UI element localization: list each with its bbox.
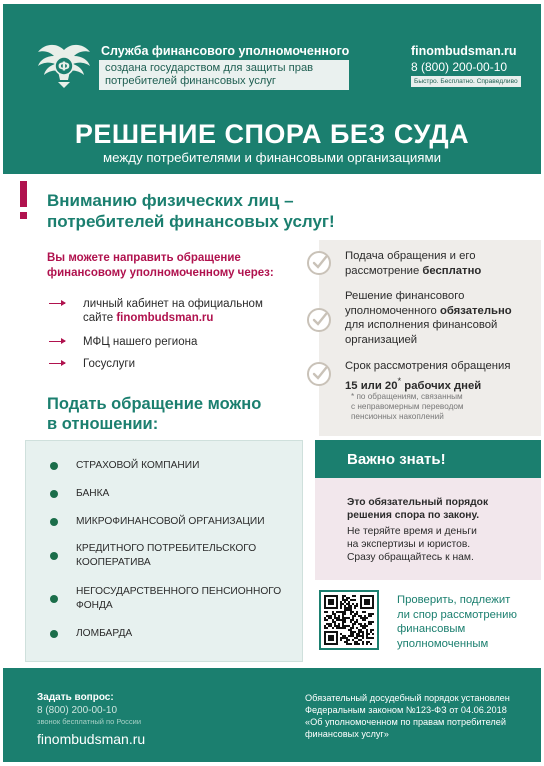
list-item-line: МИКРОФИНАНСОВОЙ ОРГАНИЗАЦИИ [76,516,265,527]
footer-phone-note: звонок бесплатный по России [37,717,142,726]
page-title: РЕШЕНИЕ СПОРА БЕЗ СУДА [74,119,470,149]
qr-code-pattern [324,595,374,645]
benefit-line: рассмотрение [345,264,423,277]
org-subtitle-line: создана государством для защиты прав [105,62,314,74]
channel-text: МФЦ нашего региона [83,336,198,348]
bullet-icon [50,630,58,638]
channel-text: Госуслуги [83,358,136,370]
check-circle-icon [306,307,332,333]
eagle-emblem-icon [36,42,92,88]
channels-lead [47,251,297,281]
benefit-line: Подача обращения и его [345,250,476,262]
benefit-binding [345,289,535,347]
important-line: Это обязательный порядок [347,497,489,508]
qr-caption-line: уполномоченным [397,637,489,650]
list-item-line: КРЕДИТНОГО ПОТРЕБИТЕЛЬСКОГО [76,543,257,554]
attention-line: Вниманию физических лиц – [47,191,294,210]
footer-law-note [305,692,535,740]
benefit-term [345,359,535,393]
svg-text:Ф: Ф [58,59,70,74]
qr-caption-line: ли спор рассмотрению [397,608,517,621]
list-item-line: ФОНДА [76,600,113,611]
check-circle-icon [306,250,332,276]
qr-caption-line: Проверить, подлежит [397,594,511,606]
important-title: Важно знать! [347,451,446,468]
law-line: Федеральным законом №123-ФЗ от 04.06.2018 [305,705,507,715]
footer-site-link[interactable]: finombudsman.ru [37,731,146,747]
important-line: Сразу обращайтесь к нам. [347,552,474,563]
org-subtitle [99,60,349,90]
important-text-bold [347,496,532,522]
benefit-line: Срок рассмотрения обращения [345,360,511,372]
list-item-label [76,459,296,473]
list-item-line: ЛОМБАРДА [76,628,133,639]
channels-lead-line: Вы можете направить обращение [47,252,241,264]
footnote-line: пенсионных накоплений [351,412,444,421]
list-item-label [76,487,296,501]
bullet-icon [50,595,58,603]
law-line: «Об уполномоченном по правам потребителей [305,717,507,727]
important-text [347,525,532,564]
benefit-bold: обязательно [439,304,512,317]
bullet-icon [50,490,58,498]
submit-heading-line: Подать обращение можно [47,395,262,413]
qr-caption-line: финансовым [397,623,466,635]
page-subtitle: между потребителями и финансовыми организациями [102,150,442,165]
org-title: Служба финансового уполномоченного [101,44,350,58]
header-site-link[interactable]: finombudsman.ru [411,44,517,58]
attention-heading [47,190,335,232]
check-circle-icon [306,361,332,387]
law-line: Обязательный досудебный порядок установлен [305,693,510,703]
important-line: Не теряйте время и деньги [347,526,477,537]
list-item-label [76,585,296,613]
bullet-icon [50,518,58,526]
submit-heading-line: в отношении: [47,415,159,433]
list-item-label [76,542,296,570]
bullet-icon [50,552,58,560]
list-item-line: СТРАХОВОЙ КОМПАНИИ [76,460,200,471]
footnote-marker: * [397,374,402,386]
important-line: решения спора по закону. [347,510,480,521]
list-item-line: КООПЕРАТИВА [76,557,151,568]
law-line: финансовых услуг» [305,729,389,739]
list-item-label [76,627,296,641]
benefit-bold: бесплатно [422,264,482,277]
arrow-right-icon [49,341,65,342]
submit-heading [47,394,261,434]
channel-site-link[interactable]: finombudsman.ru [116,312,214,324]
benefit-bold: рабочих дней [401,379,482,392]
bullet-icon [50,462,58,470]
org-subtitle-line: потребителей финансовых услуг [105,75,277,87]
footnote-line: * по обращениям, связанным [351,392,463,401]
important-line: на экспертизы и юристов. [347,539,471,550]
attention-line: потребителей финансовых услуг! [47,212,335,231]
benefit-free [345,249,535,278]
footnote [351,392,521,422]
channel-text: личный кабинет на официальном [83,298,263,310]
footnote-line: с неправомерным переводом [351,402,464,411]
slogan-badge: Быстро. Бесплатно. Справедливо [411,76,521,87]
qr-caption [397,593,537,651]
qr-code-icon[interactable] [319,590,379,650]
list-item-label [76,515,296,529]
footer-ask-label: Задать вопрос: [37,692,114,703]
header-phone: 8 (800) 200-00-10 [411,60,508,74]
benefit-line: организацией [345,333,418,346]
benefit-line: для исполнения финансовой [345,319,498,331]
important-header [315,440,541,478]
arrow-right-icon [49,363,65,364]
benefit-line: Решение финансового [345,290,465,302]
arrow-right-icon [49,303,65,304]
channel-text: сайте [83,312,117,324]
benefit-line: уполномоченного [345,304,440,317]
list-item-line: БАНКА [76,488,110,499]
channels-lead-line: финансовому уполномоченному через: [47,267,274,279]
flyer-page [3,4,541,762]
list-item-line: НЕГОСУДАРСТВЕННОГО ПЕНСИОННОГО [76,586,282,597]
benefit-bold: 15 или 20 [345,379,398,392]
footer-phone: 8 (800) 200-00-10 [37,705,118,716]
exclamation-icon [20,181,28,221]
